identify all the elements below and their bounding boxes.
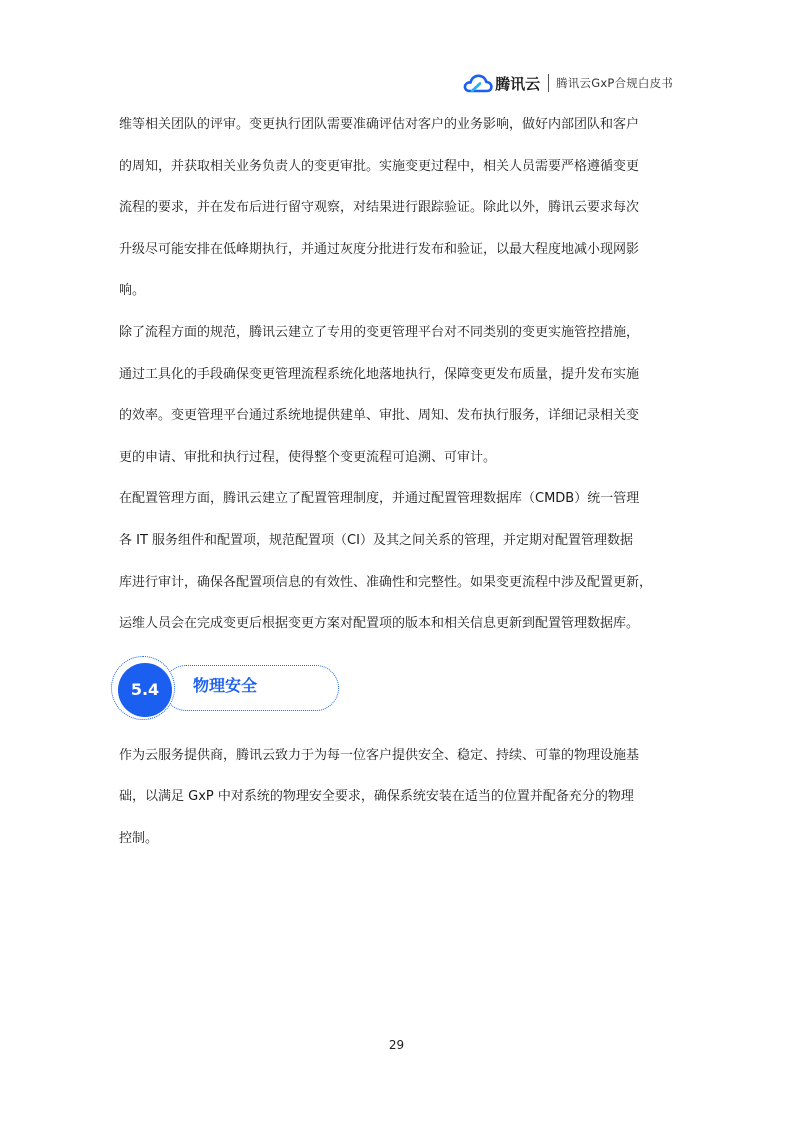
section-title: 物理安全: [193, 675, 258, 695]
document-title: 腾讯云GxP合规白皮书: [556, 76, 673, 90]
page-header: [463, 70, 673, 96]
cloud-icon: [463, 72, 493, 94]
page-content: [119, 104, 675, 860]
text-line: 的周知，并获取相关业务负责人的变更审批。实施变更过程中，相关人员需要严格遵循变更: [119, 158, 640, 174]
text-line: 各 IT 服务组件和配置项，规范配置项（CI）及其之间关系的管理，并定期对配置管理数据: [119, 532, 633, 548]
text-line: 更的申请、审批和执行过程，使得整个变更流程可追溯、可审计。: [119, 449, 497, 465]
header-divider: [548, 74, 549, 92]
paragraph-physical-security: [119, 735, 675, 860]
text-line: 维等相关团队的评审。变更执行团队需要准确评估对客户的业务影响，做好内部团队和客户: [119, 117, 640, 132]
text-line: 响。: [119, 283, 146, 299]
section-heading: [111, 659, 675, 723]
brand-name: 腾讯云: [495, 74, 541, 93]
text-line: 运维人员会在完成变更后根据变更方案对配置项的版本和相关信息更新到配置管理数据库。: [119, 616, 640, 632]
text-line: 除了流程方面的规范，腾讯云建立了专用的变更管理平台对不同类别的变更实施管控措施，: [119, 324, 640, 340]
text-line: 作为云服务提供商，腾讯云致力于为每一位客户提供安全、稳定、持续、可靠的物理设施基: [119, 747, 640, 763]
tencent-cloud-logo: [463, 72, 540, 94]
text-line: 的效率。变更管理平台通过系统地提供建单、审批、周知、发布执行服务，详细记录相关变: [119, 408, 640, 424]
text-line: 在配置管理方面，腾讯云建立了配置管理制度，并通过配置管理数据库（CMDB）统一管理: [119, 491, 640, 507]
text-line: 控制。: [119, 830, 159, 846]
text-line: 升级尽可能安排在低峰期执行，并通过灰度分批进行发布和验证，以最大程度地减小现网影: [119, 241, 640, 257]
text-line: 础，以满足 GxP 中对系统的物理安全要求，确保系统安装在适当的位置并配备充分的物理: [119, 789, 634, 805]
paragraph-configuration-management: [119, 478, 675, 644]
text-line: 流程的要求，并在发布后进行留守观察，对结果进行跟踪验证。除此以外，腾讯云要求每次: [119, 200, 640, 216]
paragraph-change-execution: [119, 104, 675, 312]
text-line: 通过工具化的手段确保变更管理流程系统化地落地执行，保障变更发布质量，提升发布实施: [119, 366, 640, 382]
page-number: 29: [388, 1038, 405, 1052]
text-line: 库进行审计，确保各配置项信息的有效性、准确性和完整性。如果变更流程中涉及配置更新，: [119, 574, 653, 590]
section-number-badge: 5.4: [118, 663, 172, 717]
paragraph-change-platform: [119, 312, 675, 478]
